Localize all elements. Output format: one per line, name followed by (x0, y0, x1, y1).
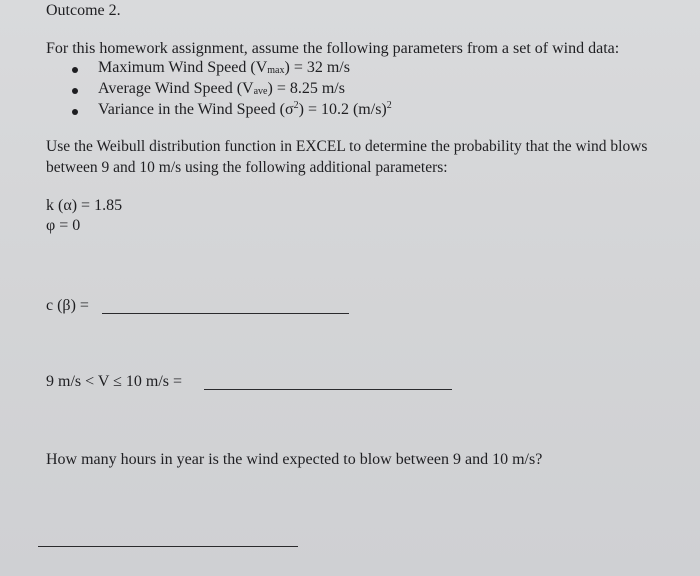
page-title: Outcome 2. (46, 2, 121, 19)
probability-answer-line (204, 389, 452, 390)
instruction-line-1: Use the Weibull distribution function in EXCEL to determine the probability that the wind blows (46, 138, 648, 155)
intro-text: For this homework assignment, assume the following parameters from a set of wind data: (46, 40, 620, 57)
bullet-icon (72, 88, 78, 94)
c-beta-answer-line (102, 313, 349, 314)
k-parameter: k (α) = 1.85 (46, 197, 123, 214)
param-avg-speed: Average Wind Speed $(V_{ave}) = 8.25$ m/s (98, 80, 345, 97)
hours-question: How many hours in year is the wind expected to blow between 9 and 10 m/s? (46, 451, 543, 468)
param-max-speed: Maximum Wind Speed $(V_{max}) = 32$ m/s (98, 59, 350, 76)
instruction-line-2: between 9 and 10 m/s using the following additional parameters: (46, 159, 448, 176)
bullet-icon (72, 67, 78, 73)
bullet-icon (72, 109, 78, 115)
param-variance: Variance in the Wind Speed $(\sigma^2) = 10.2$ $(m/s)^2$ (98, 100, 392, 118)
c-beta-label: c (β) = (46, 297, 89, 314)
probability-label: 9 m/s < V ≤ 10 m/s = (46, 373, 183, 390)
hours-answer-line (38, 546, 298, 547)
phi-parameter: φ = 0 (46, 217, 81, 234)
